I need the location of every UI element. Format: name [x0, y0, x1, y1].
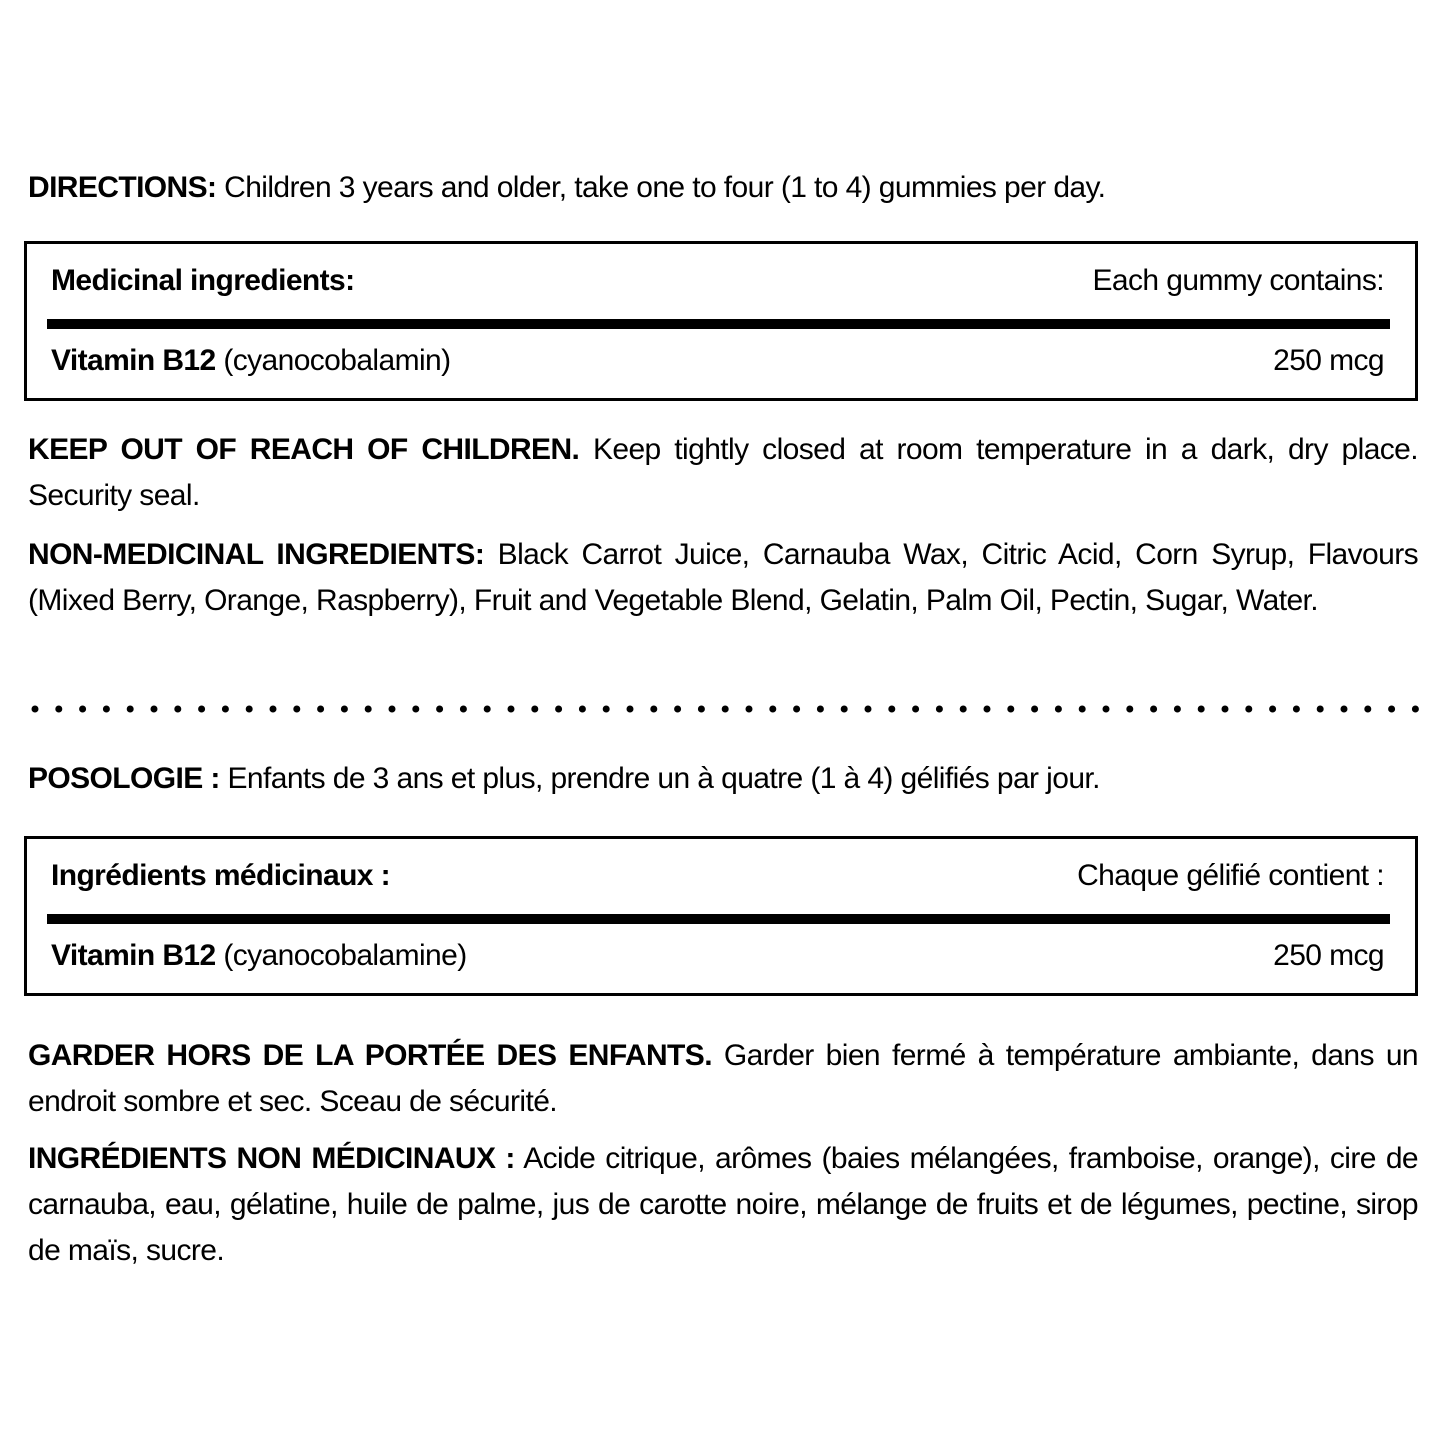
- medicinal-table-en-rule: [47, 319, 1390, 329]
- directions-en-text: Children 3 years and older, take one to four (1 to 4) gummies per day.: [216, 171, 1106, 204]
- medicinal-table-fr-header-left: Ingrédients médicinaux :: [51, 859, 391, 892]
- medicinal-table-fr-ingredient: [51, 936, 467, 976]
- medicinal-table-en-header-left: Medicinal ingredients:: [51, 264, 355, 297]
- medicinal-table-en-row: [51, 341, 1384, 381]
- non-medicinal-fr: [28, 1136, 1418, 1274]
- medicinal-table-en-ingredient: [51, 341, 451, 381]
- medicinal-table-fr-rule: [47, 914, 1390, 924]
- directions-fr: [28, 756, 1418, 802]
- directions-en: [28, 165, 1418, 211]
- dotted-separator: [28, 702, 1420, 716]
- medicinal-table-fr-ingredient-detail: (cyanocobalamine): [215, 939, 467, 972]
- non-medicinal-en-heading: NON-MEDICINAL INGREDIENTS:: [28, 538, 485, 571]
- non-medicinal-en: [28, 532, 1418, 624]
- warning-en: [28, 427, 1418, 519]
- non-medicinal-fr-text: Acide citrique, arômes (baies mélangées, framboise, orange), cire de carnauba, eau, gélatine, huile de palme, jus de carotte noire, mélange de fruits et de légumes, pectine, sirop de maïs, sucre.: [28, 1142, 1419, 1267]
- medicinal-table-en-header-right: Each gummy contains:: [1092, 264, 1384, 297]
- warning-fr-text: Garder bien fermé à température ambiante, dans un endroit sombre et sec. Sceau de sécurité.: [28, 1039, 1418, 1118]
- medicinal-table-fr-header-right: Chaque gélifié contient :: [1077, 859, 1384, 892]
- medicinal-table-fr-amount: 250 mcg: [1273, 939, 1384, 972]
- medicinal-table-en-header: [51, 261, 1384, 301]
- directions-en-heading: DIRECTIONS:: [28, 171, 217, 204]
- directions-fr-text: Enfants de 3 ans et plus, prendre un à quatre (1 à 4) gélifiés par jour.: [219, 762, 1100, 795]
- medicinal-table-en-ingredient-name: Vitamin B12: [51, 344, 216, 377]
- warning-fr: [28, 1033, 1418, 1125]
- directions-fr-heading: POSOLOGIE :: [28, 762, 220, 795]
- warning-en-text: Keep tightly closed at room temperature in a dark, dry place. Security seal.: [28, 433, 1418, 512]
- medicinal-table-fr: [24, 836, 1418, 996]
- warning-en-heading: KEEP OUT OF REACH OF CHILDREN.: [28, 433, 580, 466]
- medicinal-table-en: [24, 241, 1418, 401]
- non-medicinal-fr-heading: INGRÉDIENTS NON MÉDICINAUX :: [28, 1142, 515, 1175]
- medicinal-table-en-amount: 250 mcg: [1273, 344, 1384, 377]
- non-medicinal-en-text: Black Carrot Juice, Carnauba Wax, Citric Acid, Corn Syrup, Flavours (Mixed Berry, Orange, Raspberry), Fruit and Vegetable Blend, Gelatin, Palm Oil, Pectin, Sugar, Water.: [28, 538, 1418, 617]
- warning-fr-heading: GARDER HORS DE LA PORTÉE DES ENFANTS.: [28, 1039, 712, 1072]
- medicinal-table-fr-row: [51, 936, 1384, 976]
- medicinal-table-en-ingredient-detail: (cyanocobalamin): [215, 344, 451, 377]
- medicinal-table-fr-ingredient-name: Vitamin B12: [51, 939, 216, 972]
- medicinal-table-fr-header: [51, 856, 1384, 896]
